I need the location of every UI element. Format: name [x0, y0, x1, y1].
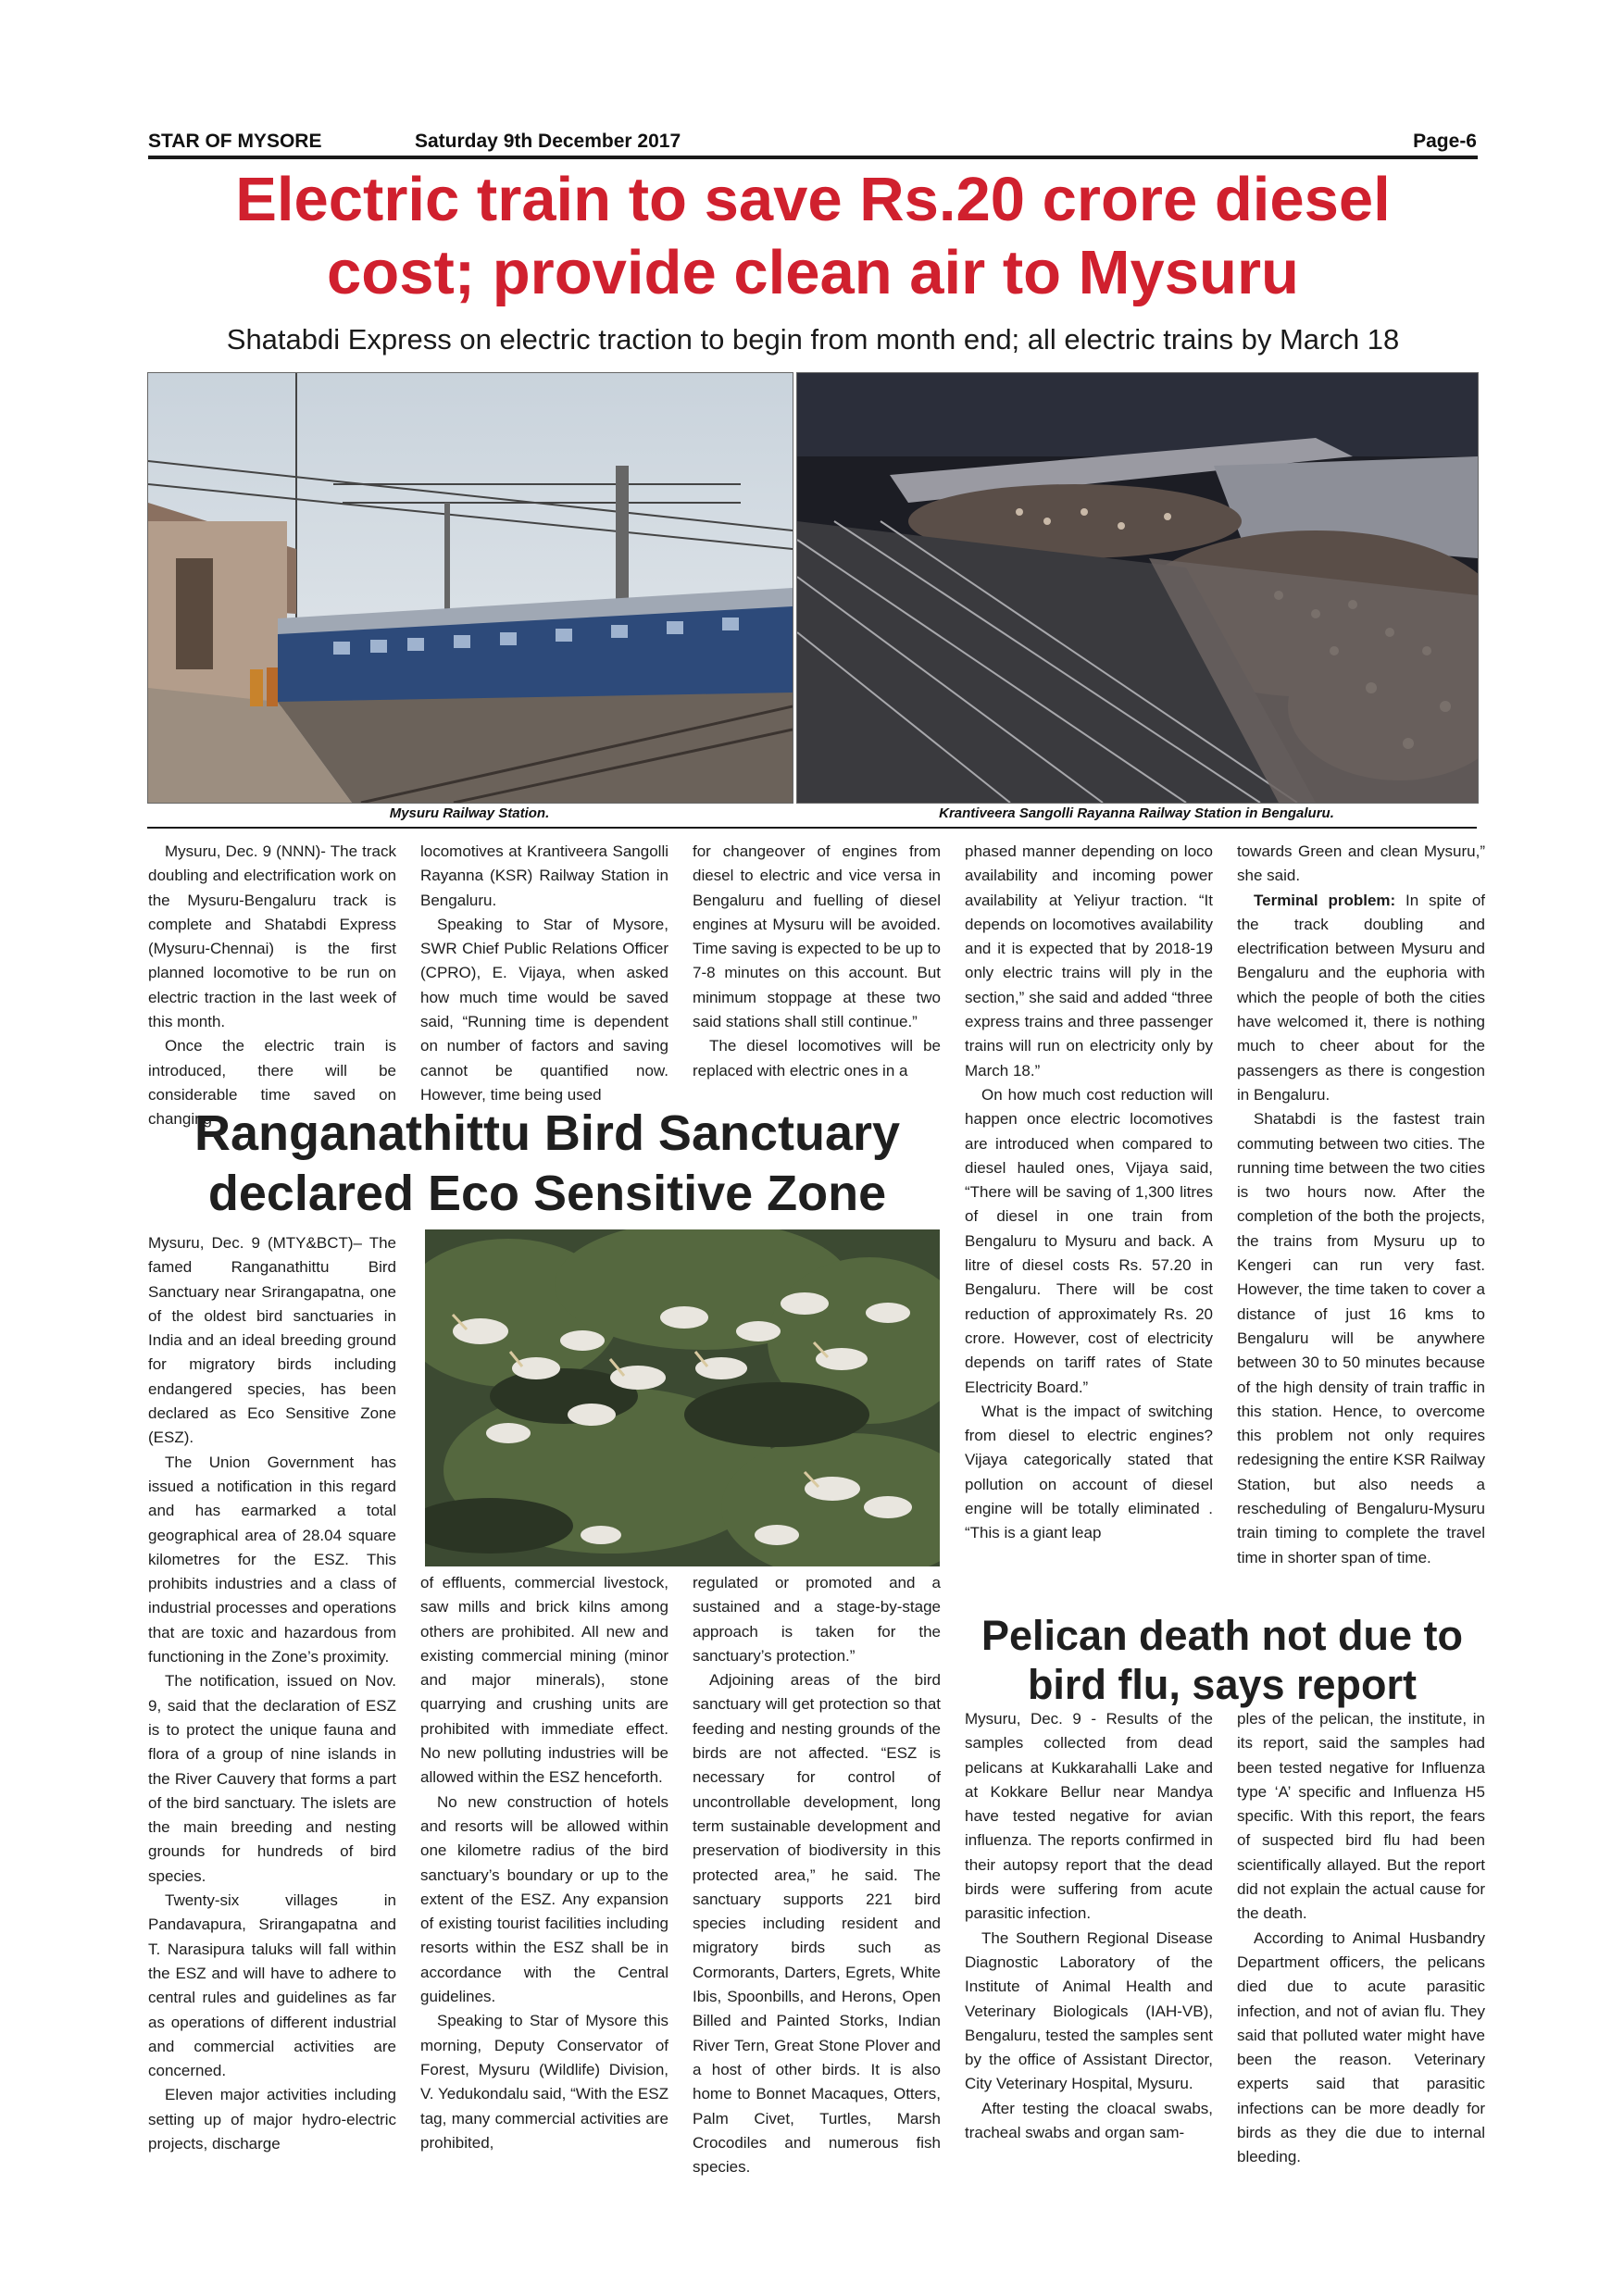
lead-column-5	[1237, 840, 1485, 1570]
paragraph: Speaking to Star of Mysore, SWR Chief Public Relations Officer (CPRO), E. Vijaya, when asked how much time would be saved said, “Running time is dependent on number of factors and saving cannot be quantified now. However, time being used	[420, 915, 668, 1104]
lead-column-3	[693, 840, 941, 1083]
paragraph: The Southern Regional Disease Diagnostic Laboratory of the Institute of Animal Health and Veterinary Biologicals (IAH-VB), Bengaluru, tested the samples sent by the office of Assistant Director, City Veterinary Hospital, Mysuru.	[965, 1928, 1213, 2093]
publication-name: STAR OF MYSORE	[148, 131, 322, 152]
page-number: Page-6	[1413, 131, 1477, 152]
paragraph: Eleven major activities including setting up of major hydro-electric projects, discharge	[148, 2086, 396, 2152]
photo-left-caption: Mysuru Railway Station.	[389, 805, 550, 821]
lead-headline	[139, 163, 1487, 309]
paragraph: After testing the cloacal swabs, tracheal swabs and organ sam-	[965, 2099, 1213, 2142]
paragraph: for changeover of engines from diesel to electric and vice versa in Bengaluru and fuelling of diesel engines at Mysuru will be avoided. Time saving is expected to be up to 7-8 minutes on this account. But minimum stoppage at these two said stations shall still continue.”	[693, 842, 941, 1031]
pelican-headline	[963, 1611, 1481, 1709]
paragraph: phased manner depending on loco availability and incoming power availability at Yeliyur traction. “It depends on locomotives availability and it is expected that by 2018-19 only electric trains will ply in the section,” she said and added “three express trains and three passenger trains will run on electricity only by March 18.”	[965, 842, 1213, 1079]
photo-bird-sanctuary	[425, 1229, 940, 1566]
lead-column-2	[420, 840, 668, 1107]
mysuru-station-illustration	[148, 373, 793, 803]
paragraph: Speaking to Star of Mysore this morning, Deputy Conservator of Forest, Mysuru (Wildlife) Division, V. Yedukondalu said, “With the ESZ tag, many commercial activities are prohibited,	[420, 2012, 668, 2152]
pelican-column-1	[965, 1707, 1213, 2145]
paragraph: The notification, issued on Nov. 9, said that the declaration of ESZ is to protect the unique fauna and flora of a group of nine islands in the River Cauvery that forms a part of the bird sanctuary. The islets are the main breeding and nesting grounds for hundreds of bird species.	[148, 1672, 396, 1885]
paragraph: locomotives at Krantiveera Sangolli Rayanna (KSR) Railway Station in Bengaluru.	[420, 842, 668, 909]
bird-headline-line2: declared Eco Sensitive Zone	[207, 1166, 887, 1221]
bird-headline-line1: Ranganathittu Bird Sanctuary	[194, 1105, 901, 1161]
paragraph: On how much cost reduction will happen once electric locomotives are introduced when compared to diesel hauled ones, Vijaya said, “There will be saving of 1,300 litres of diesel in one train from Bengaluru to Mysuru and back. A litre of diesel costs Rs. 57.20 in Bengaluru. There will be cost reduction of approximately Rs. 20 crore. However, cost of electricity depends on tariff rates of State Electricity Board.”	[965, 1085, 1213, 1396]
lead-column-1	[148, 840, 396, 1132]
photo-right-caption: Krantiveera Sangolli Rayanna Railway Station in Bengaluru.	[939, 805, 1334, 821]
paragraph: Shatabdi is the fastest train commuting between two cities. The running time between the two cities is two hours now. After the completion of the both the projects, the trains from Mysuru up to Kengeri can run very fast. However, the time taken to cover a distance of just 16 kms to Bengaluru will be anywhere between 30 to 50 minutes because of the high density of train traffic in this station. Hence, to overcome this problem not only requires redesigning the entire KSR Railway Station, but also needs a rescheduling of Bengaluru-Mysuru train timing to complete the travel time in shorter span of time.	[1237, 1110, 1485, 1566]
paragraph: Mysuru, Dec. 9 (NNN)- The track doubling and electrification work on the Mysuru-Bengaluru track is complete and Shatabdi Express (Mysuru-Chennai) is the first planned locomotive to be run on electric traction in the last week of this month.	[148, 842, 396, 1031]
issue-date: Saturday 9th December 2017	[415, 131, 681, 152]
paragraph: According to Animal Husbandry Department officers, the pelicans died due to acute parasitic infection, and not of avian flu. They said that polluted water might have been the reason. Veterinary experts said that parasitic infections can be more deadly for birds as they die due to internal bleeding.	[1237, 1928, 1485, 2166]
paragraph: regulated or promoted and a sustained and a stage-by-stage approach is taken for the sanctuary’s protection.”	[693, 1574, 941, 1665]
lead-headline-line2: cost; provide clean air to Mysuru	[327, 238, 1299, 307]
paragraph: No new construction of hotels and resorts will be allowed within one kilometre radius of the bird sanctuary’s boundary or up to the extent of the ESZ. Any expansion of existing tourist facilities including resorts within the ESZ shall be in accordance with the Central guidelines.	[420, 1792, 668, 2006]
paragraph: What is the impact of switching from diesel to electric engines? Vijaya categorically stated that pollution on account of diesel engine will be totally eliminated . “This is a giant leap	[965, 1402, 1213, 1542]
pelicans-illustration	[425, 1229, 940, 1566]
paragraph: Mysuru, Dec. 9 (MTY&BCT)– The famed Ranganathittu Bird Sanctuary near Srirangapatna, one of the oldest bird sanctuaries in India and an ideal breeding ground for migratory birds including endangered species, has been declared as Eco Sensitive Zone (ESZ).	[148, 1234, 396, 1447]
paragraph: Mysuru, Dec. 9 - Results of the samples collected from dead pelicans at Kukkarahalli Lake and at Kokkare Bellur near Mandya have tested negative for avian influenza. The reports confirmed in their autopsy report that the dead birds were suffering from acute parasitic infection.	[965, 1710, 1213, 1923]
paragraph: ples of the pelican, the institute, in its report, said the samples had been tested negative for Influenza type ‘A’ specific and Influenza H5 specific. With this report, the fears of suspected bird flu had been scientifically allayed. But the report did not explain the actual cause for the death.	[1237, 1710, 1485, 1923]
header-rule	[148, 156, 1478, 159]
paragraph-text: In spite of the track doubling and electrification between Mysuru and Bengaluru and the euphoria with which the people of both the cities have welcomed it, there is nothing much to cheer about for the passengers as there is congestion in Bengaluru.	[1237, 891, 1485, 1104]
lead-column-4	[965, 840, 1213, 1546]
paragraph: Twenty-six villages in Pandavapura, Srirangapatna and T. Narasipura taluks will fall within the ESZ and will have to adhere to central rules and guidelines as far as operations of different industrial and commercial activities are concerned.	[148, 1891, 396, 2080]
paragraph	[1237, 889, 1485, 1108]
photo-bengaluru-station	[796, 372, 1479, 804]
bird-column-1	[148, 1231, 396, 2156]
paragraph: The Union Government has issued a notification in this regard and has earmarked a total geographical area of 28.04 square kilometres for the ESZ. This prohibits industries and a class of industrial processes and operations that are toxic and hazardous from functioning in the Zone’s proximity.	[148, 1453, 396, 1666]
bird-column-2	[420, 1571, 668, 2155]
pelican-column-2	[1237, 1707, 1485, 2170]
bengaluru-station-illustration	[797, 373, 1478, 803]
bird-column-3	[693, 1571, 941, 2179]
lead-subheadline: Shatabdi Express on electric traction to begin from month end; all electric trains by March 18	[226, 323, 1400, 356]
paragraph: Once the electric train is introduced, there will be considerable time saved on changing	[148, 1037, 396, 1129]
paragraph: towards Green and clean Mysuru,” she said.	[1237, 842, 1485, 885]
photo-mysuru-station	[147, 372, 793, 804]
caption-rule	[147, 827, 1477, 829]
pelican-headline-line1: Pelican death not due to	[981, 1612, 1464, 1659]
subhead-terminal-problem: Terminal problem:	[1254, 891, 1396, 909]
paragraph: The diesel locomotives will be replaced with electric ones in a	[693, 1037, 941, 1079]
lead-headline-line1: Electric train to save Rs.20 crore diesel	[235, 165, 1391, 234]
pelican-headline-line2: bird flu, says report	[1027, 1661, 1418, 1708]
paragraph: of effluents, commercial livestock, saw mills and brick kilns among others are prohibited. All new and existing commercial mining (minor and major minerals), stone quarrying and crushing units are prohibited with immediate effect. No new polluting industries will be allowed within the ESZ henceforth.	[420, 1574, 668, 1787]
bird-headline	[148, 1104, 946, 1224]
paragraph: Adjoining areas of the bird sanctuary will get protection so that feeding and nesting grounds of the birds are not affected. “ESZ is necessary for control of uncontrollable development, long term sustainable development and preservation of biodiversity in this protected area,” he said. The sanctuary supports 221 bird species including resident and migratory birds such as Cormorants, Darters, Egrets, White Ibis, Spoonbills, and Herons, Open Billed and Painted Storks, Indian River Tern, Great Stone Plover and a host of other birds. It is also home to Bonnet Macaques, Otters, Palm Civet, Turtles, Marsh Crocodiles and numerous fish species.	[693, 1671, 941, 2177]
